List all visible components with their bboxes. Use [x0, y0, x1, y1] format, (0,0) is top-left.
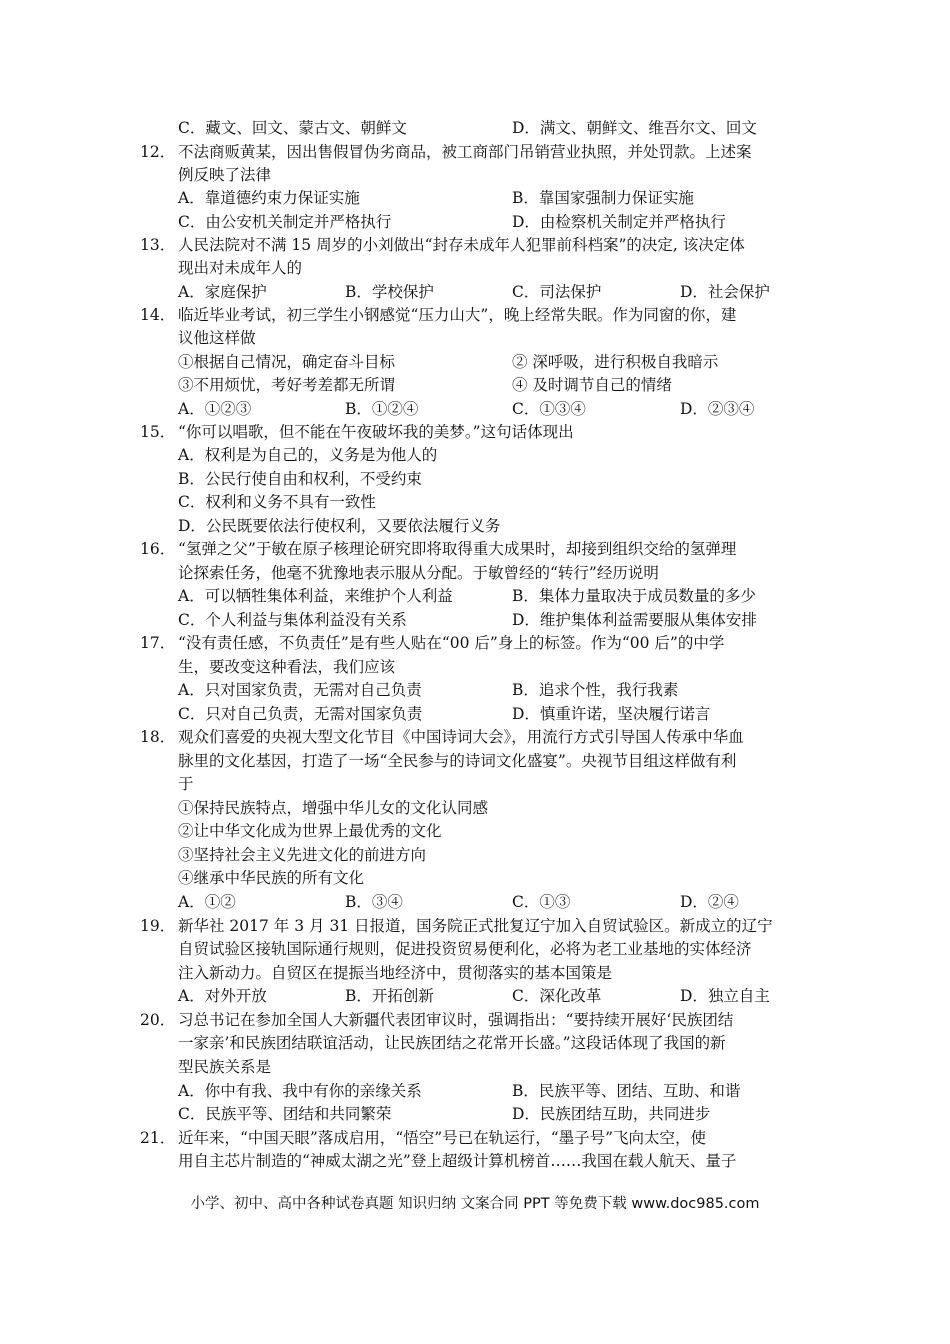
q12-option-b: B．靠国家强制力保证实施 [512, 189, 694, 207]
q19-option-b: B．开拓创新 [345, 987, 434, 1005]
q13-option-a: A．家庭保护 [178, 283, 267, 301]
q14-statement-1: ①根据自己情况，确定奋斗目标 [178, 353, 396, 371]
q18-statement-2: ②让中华文化成为世界上最优秀的文化 [178, 822, 442, 840]
q17-option-c: C．只对自己负责，无需对国家负责 [178, 705, 423, 723]
q19-text-3: 注入新动力。自贸区在提振当地经济中，贯彻落实的基本国策是 [178, 964, 613, 982]
page-footer: 小学、初中、高中各种试卷真题 知识归纳 文案合同 PPT 等免费下载 www.doc985.com [190, 1196, 760, 1212]
q21-text-1: 近年来，“中国天眼”落成启用，“悟空”号已在轨运行，“墨子号”飞向太空，使 [178, 1129, 707, 1147]
q14-option-d: D．②③④ [680, 400, 755, 418]
q18-statement-1: ①保持民族特点，增强中华儿女的文化认同感 [178, 799, 489, 817]
q12-option-d: D．由检察机关制定并严格执行 [512, 213, 726, 231]
q12-option-c: C．由公安机关制定并严格执行 [178, 213, 392, 231]
q12-text-1: 不法商贩黄某，因出售假冒伪劣商品，被工商部门吊销营业执照，并处罚款。上述案 [178, 143, 752, 161]
q20-text-3: 型民族关系是 [178, 1058, 272, 1076]
q20-option-c: C．民族平等、团结和共同繁荣 [178, 1105, 392, 1123]
q20-option-a: A．你中有我、我中有你的亲缘关系 [178, 1082, 422, 1100]
q14-statement-3: ③不用烦忧，考好考差都无所谓 [178, 376, 396, 394]
q13-option-d: D．社会保护 [680, 283, 770, 301]
q14-statement-4: ④ 及时调节自己的情绪 [512, 376, 672, 394]
q16-text-1: “氢弹之父”于敏在原子核理论研究即将取得重大成果时，却接到组织交给的氢弹理 [178, 540, 737, 558]
q18-option-b: B．③④ [345, 893, 403, 911]
q15-option-a: A．权利是为自己的，义务是为他人的 [178, 446, 438, 464]
q19-option-d: D．独立自主 [680, 987, 770, 1005]
q20-text-2: 一家亲’和民族团结联谊活动，让民族团结之花常开长盛。”这段话体现了我国的新 [178, 1034, 726, 1052]
q20-text-1: 习总书记在参加全国人大新疆代表团审议时，强调指出：“要持续开展好‘民族团结 [178, 1011, 734, 1029]
q17-option-d: D．慎重许诺，坚决履行诺言 [512, 705, 711, 723]
q19-text-2: 自贸试验区接轨国际通行规则，促进投资贸易便利化，必将为老工业基地的实体经济 [178, 940, 752, 958]
q12-text-2: 例反映了法律 [178, 166, 272, 184]
q17-text-2: 生，要改变这种看法，我们应该 [178, 658, 396, 676]
q18-option-a: A．①② [178, 893, 236, 911]
q18-text-3: 于 [178, 775, 194, 793]
q20-option-d: D．民族团结互助，共同进步 [512, 1105, 711, 1123]
q18-text-2: 脉里的文化基因，打造了一场“全民参与的诗词文化盛宴”。央视节目组这样做有利 [178, 752, 737, 770]
q17-option-b: B．追求个性，我行我素 [512, 681, 679, 699]
q18-option-d: D．②④ [680, 893, 739, 911]
q14-text-1: 临近毕业考试，初三学生小钢感觉“压力山大”，晚上经常失眠。作为同窗的你，建 [178, 306, 737, 324]
q14-statement-2: ② 深呼吸，进行积极自我暗示 [512, 353, 719, 371]
q18-number: 18． [140, 728, 176, 746]
q18-option-c: C．①③ [512, 893, 571, 911]
q16-option-a: A．可以牺牲集体利益，来维护个人利益 [178, 587, 453, 605]
q17-number: 17． [140, 634, 176, 652]
q20-number: 20． [140, 1011, 176, 1029]
q16-text-2: 论探索任务，他毫不犹豫地表示服从分配。于敏曾经的“转行”经历说明 [178, 564, 659, 582]
q16-option-d: D．维护集体利益需要服从集体安排 [512, 611, 757, 629]
q15-number: 15． [140, 423, 176, 441]
q19-number: 19． [140, 917, 176, 935]
q16-option-b: B．集体力量取决于成员数量的多少 [512, 587, 756, 605]
q17-option-a: A．只对国家负责，无需对自己负责 [178, 681, 422, 699]
q18-statement-4: ④继承中华民族的所有文化 [178, 869, 365, 887]
q15-option-c: C．权利和义务不具有一致性 [178, 493, 376, 511]
q16-option-c: C．个人利益与集体利益没有关系 [178, 611, 407, 629]
q11-option-d: D．满文、朝鲜文、维吾尔文、回文 [512, 119, 757, 137]
q11-option-c: C．藏文、回文、蒙古文、朝鲜文 [178, 119, 407, 137]
q13-number: 13． [140, 236, 176, 254]
q14-text-2: 议他这样做 [178, 329, 256, 347]
q14-option-b: B．①②④ [345, 400, 419, 418]
q13-option-c: C．司法保护 [512, 283, 602, 301]
q19-option-c: C．深化改革 [512, 987, 602, 1005]
q13-option-b: B．学校保护 [345, 283, 434, 301]
q21-number: 21． [140, 1129, 176, 1147]
q12-option-a: A．靠道德约束力保证实施 [178, 189, 360, 207]
q12-number: 12． [140, 143, 176, 161]
q14-option-a: A．①②③ [178, 400, 252, 418]
q14-number: 14． [140, 306, 176, 324]
q17-text-1: “没有责任感，不负责任”是有些人贴在“00 后”身上的标签。作为“00 后”的中学 [178, 634, 725, 652]
q20-option-b: B．民族平等、团结、互助、和谐 [512, 1082, 741, 1100]
q19-text-1: 新华社 2017 年 3 月 31 日报道，国务院正式批复辽宁加入自贸试验区。新成立的辽宁 [178, 917, 773, 935]
q15-option-b: B．公民行使自由和权利，不受约束 [178, 470, 422, 488]
q18-text-1: 观众们喜爱的央视大型文化节目《中国诗词大会》，用流行方式引导国人传承中华血 [178, 728, 744, 746]
q21-text-2: 用自主芯片制造的“神威太湖之光”登上超级计算机榜首……我国在载人航天、量子 [178, 1152, 737, 1170]
q13-text-2: 现出对未成年人的 [178, 259, 303, 277]
q16-number: 16． [140, 540, 176, 558]
q13-text-1: 人民法院对不满 15 周岁的小刘做出“封存未成年人犯罪前科档案”的决定, 该决定体 [178, 236, 745, 254]
q19-option-a: A．对外开放 [178, 987, 267, 1005]
q15-text-1: “你可以唱歌，但不能在午夜破坏我的美梦。”这句话体现出 [178, 423, 574, 441]
q18-statement-3: ③坚持社会主义先进文化的前进方向 [178, 846, 427, 864]
q14-option-c: C．①③④ [512, 400, 586, 418]
q15-option-d: D．公民既要依法行使权利，又要依法履行义务 [178, 517, 501, 535]
